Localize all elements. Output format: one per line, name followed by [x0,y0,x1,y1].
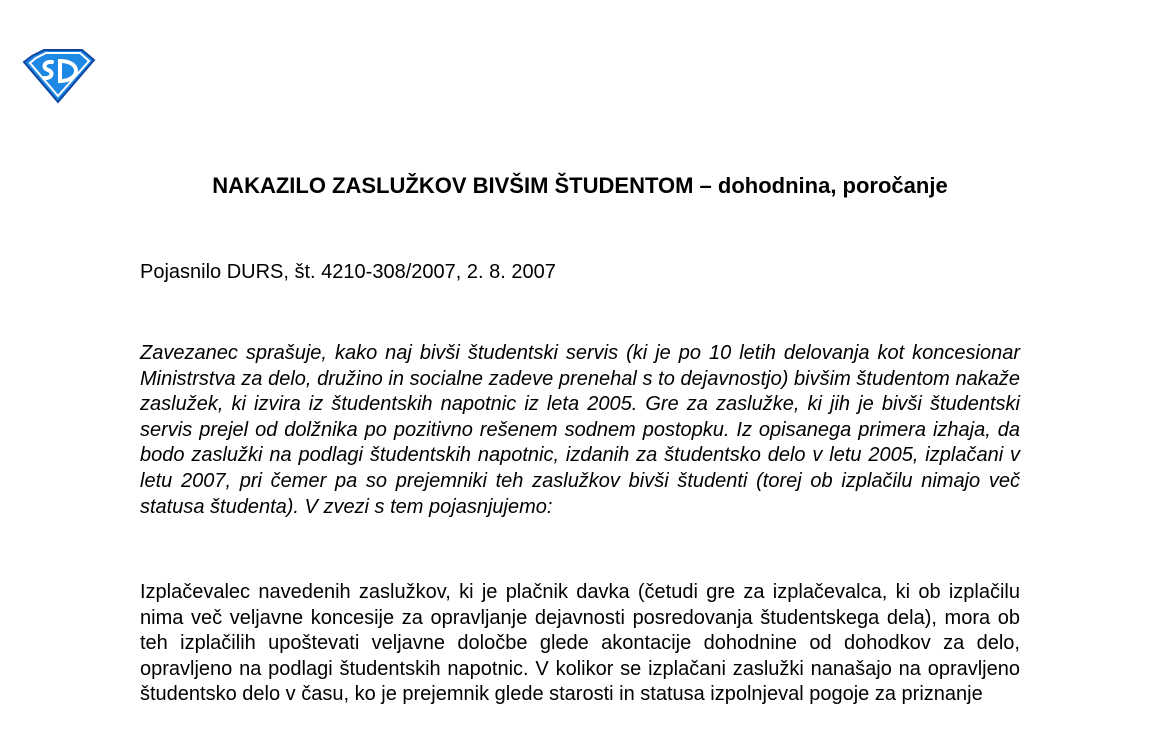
document-reference: Pojasnilo DURS, št. 4210-308/2007, 2. 8. 2007 [140,261,556,283]
document-title: NAKAZILO ZASLUŽKOV BIVŠIM ŠTUDENTOM – dohodnina, poročanje [212,173,948,198]
answer-paragraph: Izplačevalec navedenih zaslužkov, ki je plačnik davka (četudi gre za izplačevalca, ki ob izplačilu nima več veljavne koncesije za opravljanje dejavnosti posredovanja študentskega dela), mora ob teh izplačilih upoštevati veljavne določbe glede akontacije dohodnine od dohodkov za delo, opravljeno na podlagi študentskih napotnic. V kolikor se izplačani zaslužki nanašajo na opravljeno študentsko delo v času, ko je prejemnik glede starosti in statusa izpolnjeval pogoje za priznanje [140,581,1020,706]
student-service-shield-logo [22,48,96,104]
shield-logo-icon [22,48,96,104]
question-paragraph: Zavezanec sprašuje, kako naj bivši študentski servis (ki je po 10 letih delovanja kot koncesionar Ministrstva za delo, družino in socialne zadeve prenehal s to dejavnostjo) bivšim študentom nakaže zaslužek, ki izvira iz študentskih napotnic iz leta 2005. Gre za zaslužke, ki jih je bivši študentski servis prejel od dolžnika po pozitivno rešenem sodnem postopku. Iz opisanega primera izhaja, da bodo zaslužki na podlagi študentskih napotnic, izdanih za študentsko delo v letu 2005, izplačani v letu 2007, pri čemer pa so prejemniki teh zaslužkov bivši študenti (torej ob izplačilu nimajo več statusa študenta). V zvezi s tem pojasnjujemo: [140,342,1020,518]
